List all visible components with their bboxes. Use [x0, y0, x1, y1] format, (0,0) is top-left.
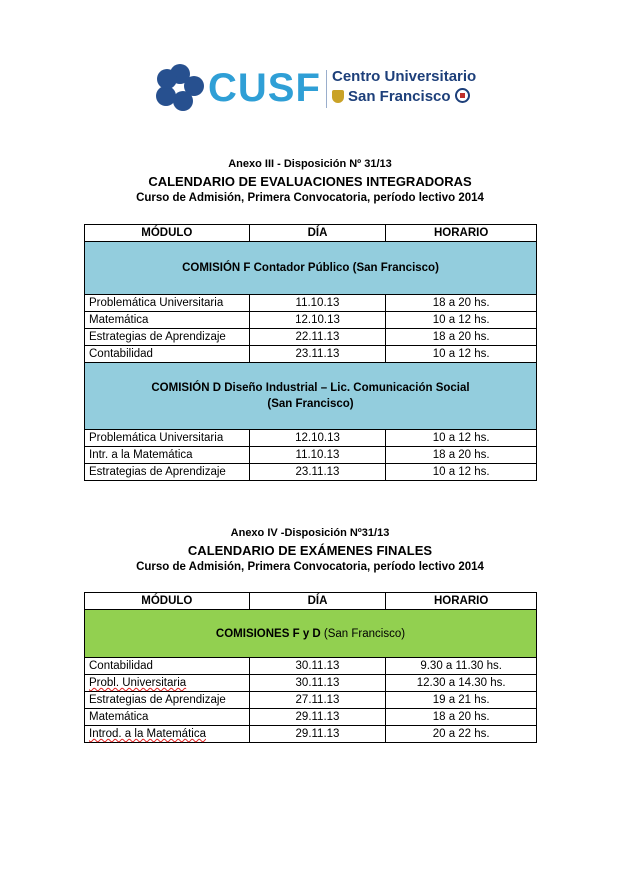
cell-horario: 18 a 20 hs. — [386, 329, 537, 346]
cell-horario: 19 a 21 hs. — [386, 692, 537, 709]
header-modulo: MÓDULO — [85, 225, 250, 242]
group-f-label: COMISIÓN F Contador Público (San Francisco) — [85, 242, 537, 295]
table-row — [85, 447, 537, 464]
table-row — [85, 726, 537, 743]
group-fd-label-bold: COMISIONES F y D — [215, 627, 321, 640]
final-exams-table — [84, 592, 537, 743]
header-dia: DÍA — [249, 593, 386, 610]
cell-dia: 27.11.13 — [249, 692, 386, 709]
cell-modulo-text: Probl. Universitaria — [89, 677, 187, 689]
group-d-band — [85, 363, 537, 430]
annex3-title: CALENDARIO DE EVALUACIONES INTEGRADORAS — [148, 174, 472, 189]
header-modulo: MÓDULO — [85, 593, 250, 610]
header-horario: HORARIO — [386, 225, 537, 242]
logo-line2-text: San Francisco — [348, 88, 451, 105]
group-d-label — [85, 363, 537, 430]
table-row — [85, 312, 537, 329]
group-fd-label — [85, 610, 537, 658]
annex4-title: CALENDARIO DE EXÁMENES FINALES — [187, 543, 433, 558]
annex4-subtitle: Curso de Admisión, Primera Convocatoria, período lectivo 2014 — [136, 561, 484, 573]
cell-horario: 10 a 12 hs. — [386, 464, 537, 481]
cell-dia: 11.10.13 — [249, 295, 386, 312]
cell-dia: 30.11.13 — [249, 658, 386, 675]
cell-horario: 18 a 20 hs. — [386, 295, 537, 312]
table-row — [85, 346, 537, 363]
cell-horario: 20 a 22 hs. — [386, 726, 537, 743]
table-header-row — [85, 593, 537, 610]
cell-modulo: Problemática Universitaria — [85, 430, 250, 447]
table-row — [85, 675, 537, 692]
table-row — [85, 658, 537, 675]
header-horario: HORARIO — [386, 593, 537, 610]
logo-line1: Centro Universitario — [332, 68, 477, 85]
annex3-ref: Anexo III - Disposición Nº 31/13 — [228, 158, 392, 170]
cell-dia: 12.10.13 — [249, 312, 386, 329]
cell-dia: 11.10.13 — [249, 447, 386, 464]
table-row — [85, 295, 537, 312]
cell-modulo-text: Introd. a la Matemática — [89, 728, 206, 740]
annex3-subtitle: Curso de Admisión, Primera Convocatoria, período lectivo 2014 — [136, 192, 484, 204]
cell-modulo: Estrategias de Aprendizaje — [85, 464, 250, 481]
cell-modulo: Estrategias de Aprendizaje — [85, 692, 250, 709]
cell-modulo — [85, 675, 250, 692]
table-row — [85, 430, 537, 447]
cell-horario: 18 a 20 hs. — [386, 447, 537, 464]
cell-horario: 10 a 12 hs. — [386, 312, 537, 329]
cusf-logo — [156, 64, 477, 114]
cell-horario: 12.30 a 14.30 hs. — [386, 675, 537, 692]
cell-dia: 23.11.13 — [249, 464, 386, 481]
table-row — [85, 464, 537, 481]
cell-horario: 10 a 12 hs. — [386, 346, 537, 363]
cell-dia: 22.11.13 — [249, 329, 386, 346]
cell-modulo: Problemática Universitaria — [85, 295, 250, 312]
cell-dia: 12.10.13 — [249, 430, 386, 447]
table-row — [85, 709, 537, 726]
group-fd-band — [85, 610, 537, 658]
cell-dia: 29.11.13 — [249, 726, 386, 743]
annex4-ref: Anexo IV -Disposición Nº31/13 — [230, 527, 390, 539]
shield-icon — [332, 90, 344, 103]
cell-dia: 23.11.13 — [249, 346, 386, 363]
cell-modulo: Estrategias de Aprendizaje — [85, 329, 250, 346]
group-d-label-line2: (San Francisco) — [267, 398, 354, 410]
cell-modulo: Contabilidad — [85, 658, 250, 675]
cell-modulo: Matemática — [85, 709, 250, 726]
table-row — [85, 329, 537, 346]
group-f-band — [85, 242, 537, 295]
seal-icon — [455, 88, 470, 103]
cell-modulo: Contabilidad — [85, 346, 250, 363]
cell-modulo: Matemática — [85, 312, 250, 329]
cell-horario: 9.30 a 11.30 hs. — [386, 658, 537, 675]
header-dia: DÍA — [249, 225, 386, 242]
evaluations-table — [84, 224, 537, 481]
logo-acronym: CUSF — [208, 66, 321, 110]
logo-line2 — [332, 88, 470, 105]
logo-separator — [326, 70, 327, 108]
group-fd-label-rest: (San Francisco) — [320, 627, 406, 640]
cell-dia: 30.11.13 — [249, 675, 386, 692]
cell-horario: 10 a 12 hs. — [386, 430, 537, 447]
table-row — [85, 692, 537, 709]
cell-modulo — [85, 726, 250, 743]
group-d-label-line1: COMISIÓN D Diseño Industrial – Lic. Comunicación Social — [151, 382, 470, 394]
table-header-row — [85, 225, 537, 242]
cell-modulo: Intr. a la Matemática — [85, 447, 250, 464]
cell-dia: 29.11.13 — [249, 709, 386, 726]
flower-logo-icon — [156, 64, 204, 112]
cell-horario: 18 a 20 hs. — [386, 709, 537, 726]
